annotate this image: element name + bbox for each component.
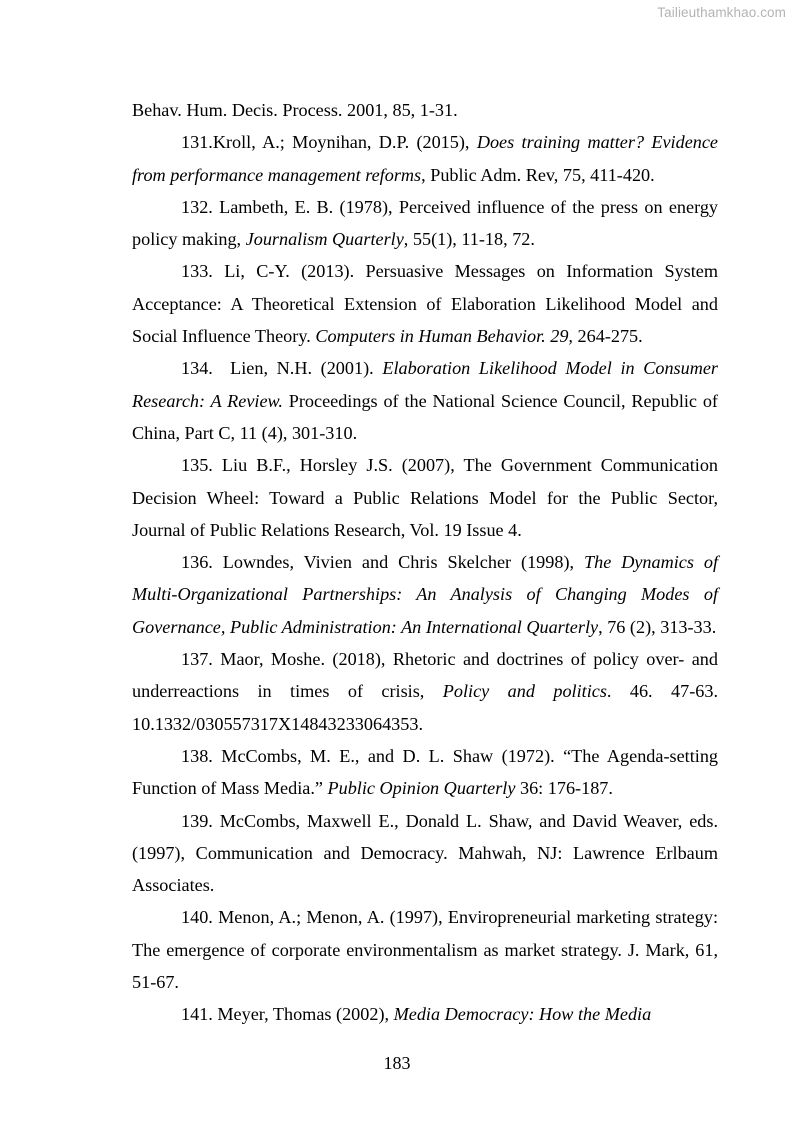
reference-text: , 55(1), 11-18, 72. xyxy=(403,229,535,250)
reference-number: 137. xyxy=(181,649,221,670)
reference-text: Lambeth, E. B. (1978), Perceived influence of the press on energy policy making, xyxy=(132,196,719,250)
reference-text: Maor, Moshe. (2018), Rhetoric and doctrines of policy over- and underreactions in times of crisis, xyxy=(132,649,718,702)
reference-number: 131. xyxy=(181,132,213,153)
reference-number: 134. xyxy=(181,358,231,379)
reference-title-italic: Policy and politics xyxy=(442,681,607,702)
reference-entry xyxy=(132,643,718,740)
reference-number: 140. xyxy=(181,907,219,928)
reference-entry xyxy=(132,805,718,902)
reference-number: 138. xyxy=(181,745,222,766)
reference-entry xyxy=(132,449,718,546)
reference-title-italic: Computers in Human Behavior. 29, xyxy=(315,326,573,347)
reference-entry xyxy=(132,901,718,998)
reference-title-italic: Media Democracy: How the Media xyxy=(393,1004,652,1025)
reference-number: 136. xyxy=(181,552,223,573)
reference-number: 133. xyxy=(181,261,225,282)
reference-number: 139. xyxy=(181,810,220,831)
reference-text: Kroll, A.; Moynihan, D.P. (2015), xyxy=(212,132,477,153)
reference-entry xyxy=(132,546,718,643)
watermark: Tailieuthamkhao.com xyxy=(657,5,786,20)
reference-title-italic: Elaboration Likelihood Model in Consumer Research: A Review. xyxy=(132,358,719,411)
reference-text: McCombs, Maxwell E., Donald L. Shaw, and David Weaver, eds. (1997), Communication and Democracy. Mahwah, NJ: Lawrence Erlbaum Associates. xyxy=(132,810,719,896)
reference-text: McCombs, M. E., and D. L. Shaw (1972). “The Agenda-setting Function of Mass Media.” xyxy=(132,745,719,799)
page-number: 183 xyxy=(383,1053,411,1073)
reference-entry xyxy=(132,255,718,352)
reference-text: Lien, N.H. (2001). xyxy=(230,358,383,379)
reference-number: 135. xyxy=(181,455,222,476)
reference-number: 132. xyxy=(181,196,220,217)
reference-continuation: Behav. Hum. Decis. Process. 2001, 85, 1-31. xyxy=(132,100,458,120)
reference-title-italic: Does training matter? Evidence from performance management reforms xyxy=(132,132,719,185)
reference-text: Liu B.F., Horsley J.S. (2007), The Government Communication Decision Wheel: Toward a Public Relations Model for the Public Sector, Journal of Public Relations Research, Vol. 19 Issue 4. xyxy=(132,455,719,540)
references-container xyxy=(132,126,718,1030)
reference-text: Meyer, Thomas (2002), xyxy=(217,1004,394,1025)
reference-text: 36: 176-187. xyxy=(515,778,613,799)
reference-entry xyxy=(132,740,718,805)
reference-text: 264-275. xyxy=(572,326,643,347)
reference-text: Lowndes, Vivien and Chris Skelcher (1998), xyxy=(222,552,584,573)
reference-entry xyxy=(132,998,718,1030)
reference-entry xyxy=(132,126,718,191)
reference-list xyxy=(132,94,718,1031)
reference-entry xyxy=(132,191,718,256)
reference-text: , 76 (2), 313-33. xyxy=(598,616,717,637)
reference-text: . 46. 47-63. 10.1332/030557317X14843233064353. xyxy=(132,681,718,734)
reference-number: 141. xyxy=(181,1004,218,1025)
reference-title-italic: The Dynamics of Multi-Organizational Partnerships: An Analysis of Changing Modes of Governance, Public Administration: An International Quarterly xyxy=(132,552,719,637)
reference-text: Menon, A.; Menon, A. (1997), Enviropreneurial marketing strategy: The emergence of corporate environmentalism as market strategy. J. Mark, 61, 51-67. xyxy=(132,907,718,993)
reference-text: Li, C-Y. (2013). Persuasive Messages on Information System Acceptance: A Theoretical Extension of Elaboration Likelihood Model and Social Influence Theory. xyxy=(132,261,719,347)
reference-title-italic: Public Opinion Quarterly xyxy=(327,778,516,799)
reference-text: Proceedings of the National Science Council, Republic of China, Part C, 11 (4), 301-310. xyxy=(132,390,718,443)
reference-text: , Public Adm. Rev, 75, 411-420. xyxy=(421,164,655,185)
reference-title-italic: Journalism Quarterly xyxy=(245,229,404,250)
reference-entry xyxy=(132,352,718,449)
